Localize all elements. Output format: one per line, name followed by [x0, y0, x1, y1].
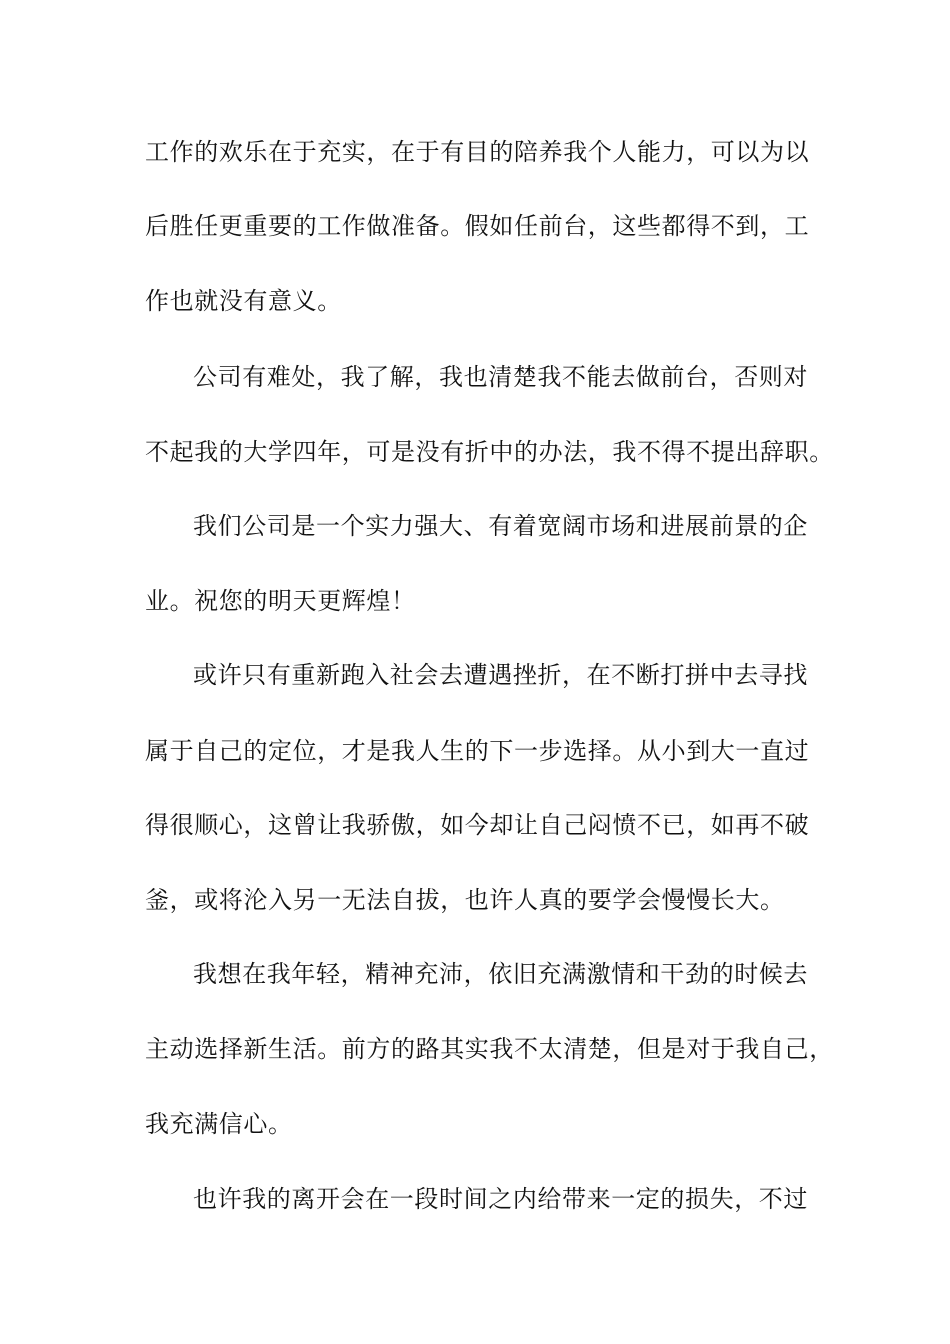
text-line-2: 后胜任更重要的工作做准备。假如任前台，这些都得不到，工: [145, 212, 810, 240]
text-line-15: 也许我的离开会在一段时间之内给带来一定的损失，不过: [193, 1185, 808, 1213]
text-line-5: 不起我的大学四年，可是没有折中的办法，我不得不提出辞职。: [145, 438, 834, 466]
text-line-3: 作也就没有意义。: [145, 287, 342, 315]
text-line-1: 工作的欢乐在于充实，在于有目的陪养我个人能力，可以为以: [145, 138, 810, 166]
text-line-9: 属于自己的定位，才是我人生的下一步选择。从小到大一直过: [145, 737, 810, 765]
text-line-13: 主动选择新生活。前方的路其实我不太清楚，但是对于我自己，: [145, 1035, 834, 1063]
text-line-11: 釜，或将沦入另一无法自拔，也许人真的要学会慢慢长大。: [145, 886, 785, 914]
text-line-12: 我想在我年轻，精神充沛，依旧充满激情和干劲的时候去: [193, 960, 808, 988]
text-line-10: 得很顺心，这曾让我骄傲，如今却让自己闷愤不已，如再不破: [145, 811, 810, 839]
text-line-4: 公司有难处，我了解，我也清楚我不能去做前台，否则对: [193, 363, 808, 391]
text-line-7: 业。祝您的明天更辉煌！: [145, 587, 416, 615]
text-line-6: 我们公司是一个实力强大、有着宽阔市场和进展前景的企: [193, 512, 808, 540]
text-line-14: 我充满信心。: [145, 1110, 293, 1138]
text-line-8: 或许只有重新跑入社会去遭遇挫折，在不断打拼中去寻找: [193, 661, 808, 689]
